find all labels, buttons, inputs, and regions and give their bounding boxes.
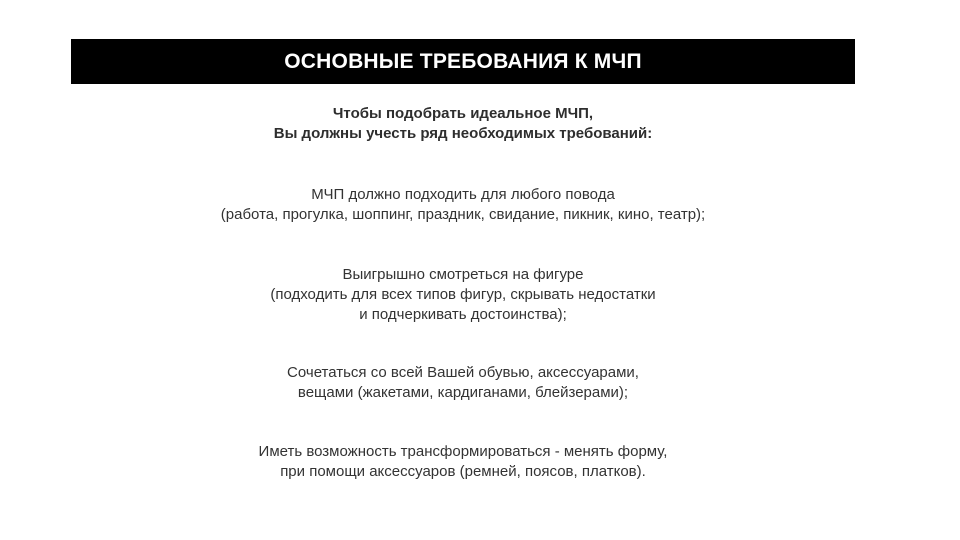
title-bar (71, 39, 855, 84)
intro-line: Чтобы подобрать идеальное МЧП, (332, 105, 594, 122)
requirement-line: Сочетаться со всей Вашей обувью, аксессуарами, (287, 364, 639, 381)
intro-line: Вы должны учесть ряд необходимых требований: (273, 125, 653, 142)
requirement-line: и подчеркивать достоинства); (359, 306, 567, 323)
requirement-transformation (71, 442, 855, 482)
requirement-occasion (71, 185, 855, 225)
requirement-combination (71, 363, 855, 403)
requirement-line: Выигрышно смотреться на фигуре (342, 266, 584, 283)
intro-text (71, 104, 855, 144)
requirement-line: МЧП должно подходить для любого повода (311, 186, 615, 203)
slide-title: ОСНОВНЫЕ ТРЕБОВАНИЯ К МЧП (284, 50, 642, 73)
requirement-line: вещами (жакетами, кардиганами, блейзерами); (297, 384, 629, 401)
requirement-figure (71, 265, 855, 325)
requirement-line: Иметь возможность трансформироваться - менять форму, (258, 443, 668, 460)
slide-content (71, 104, 855, 482)
requirement-line: (работа, прогулка, шоппинг, праздник, свидание, пикник, кино, театр); (220, 206, 706, 223)
requirement-line: при помощи аксессуаров (ремней, поясов, платков). (280, 463, 646, 480)
requirement-line: (подходить для всех типов фигур, скрывать недостатки (270, 286, 656, 303)
